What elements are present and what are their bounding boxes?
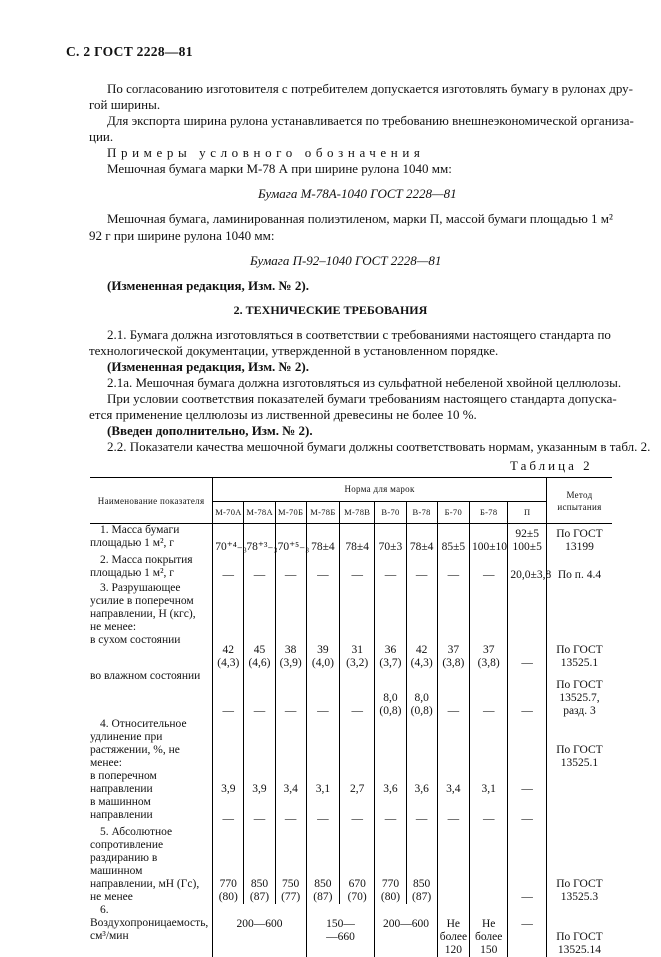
- table-row: [90, 670, 612, 718]
- table-cell: —: [340, 554, 375, 582]
- table-cell: —: [469, 554, 507, 582]
- table-cell: —: [406, 796, 437, 826]
- method-cell: По ГОСТ 13525.1: [546, 718, 612, 770]
- table-cell: —: [244, 670, 275, 718]
- row-label: в машинном направлении: [90, 795, 153, 821]
- header-method: Метод испытания: [546, 478, 612, 524]
- table-cell: —: [306, 670, 339, 718]
- method-cell: По ГОСТ 13525.7, разд. 3: [546, 670, 612, 718]
- table-cell: Не более 120: [437, 904, 469, 957]
- table-row: [90, 634, 612, 670]
- table-row: [90, 904, 612, 957]
- table-cell: —: [306, 796, 339, 826]
- p21a2-line2: ется применение целлюлозы из лиственной древесины не более 10 %.: [89, 407, 477, 422]
- table-cell: —: [406, 554, 437, 582]
- grade-header: Б-70: [437, 502, 469, 524]
- table-cell: [469, 582, 507, 634]
- grade-header: М-78Б: [306, 502, 339, 524]
- table-cell: [469, 826, 507, 904]
- para2-line1: Для экспорта ширина рулона устанавливается по требованию внешнеэкономической организа-: [107, 113, 634, 128]
- table-cell: [340, 582, 375, 634]
- header-name: Наименование показателя: [90, 478, 213, 524]
- grade-header: М-78А: [244, 502, 275, 524]
- grade-header: В-70: [375, 502, 406, 524]
- table-cell: —: [508, 904, 547, 957]
- table-cell: [469, 718, 507, 770]
- table-cell: [437, 718, 469, 770]
- row-label: 5. Абсолютное сопротивление раздиранию в машинном направлении, мН (Гс), не менее: [90, 825, 200, 903]
- grade-header: М-78В: [340, 502, 375, 524]
- table-cell: 200—600: [375, 904, 437, 957]
- table-cell: [375, 582, 406, 634]
- page-header: С. 2 ГОСТ 2228—81: [66, 44, 193, 59]
- grade-header: М-70Б: [275, 502, 306, 524]
- row-label: 4. Относительное удлинение при растяжении, %, не менее:: [90, 717, 187, 769]
- table-cell: 850 (87): [306, 826, 339, 904]
- table-cell: 2,7: [340, 770, 375, 796]
- table-cell: 70⁺⁴₋₃: [213, 524, 244, 554]
- table-cell: 20,0±3,8: [508, 554, 547, 582]
- table-cell: —: [437, 796, 469, 826]
- table-cell: 8,0 (0,8): [375, 670, 406, 718]
- table-row: [90, 718, 612, 770]
- table-cell: —: [213, 670, 244, 718]
- p21a: 2.1а. Мешочная бумага должна изготовляться из сульфатной небеленой хвойной целлюлозы.: [107, 375, 622, 390]
- method-cell: [546, 582, 612, 634]
- header-norm: Норма для марок: [213, 478, 547, 502]
- example2-text-line1: Мешочная бумага, ламинированная полиэтиленом, марки П, массой бумаги площадью 1 м²: [107, 211, 613, 226]
- table-cell: 45 (4,6): [244, 634, 275, 670]
- table-cell: 770 (80): [375, 826, 406, 904]
- table-cell: Не более 150: [469, 904, 507, 957]
- example2-code: Бумага П-92–1040 ГОСТ 2228—81: [250, 253, 442, 268]
- para1-line2: гой ширины.: [89, 97, 161, 112]
- table-cell: —: [213, 554, 244, 582]
- table-cell: —: [340, 670, 375, 718]
- table-cell: 3,4: [275, 770, 306, 796]
- grade-header: Б-78: [469, 502, 507, 524]
- table-cell: [213, 582, 244, 634]
- example1-code: Бумага М-78А-1040 ГОСТ 2228—81: [258, 186, 457, 201]
- table-cell: 38 (3,9): [275, 634, 306, 670]
- method-cell: По ГОСТ 13525.1: [546, 634, 612, 670]
- table-cell: [306, 582, 339, 634]
- table-cell: 78±4: [340, 524, 375, 554]
- table-cell: —: [469, 796, 507, 826]
- table-cell: 150— —660: [306, 904, 375, 957]
- example2-text-line2: 92 г при ширине рулона 1040 мм:: [89, 228, 275, 243]
- table-cell: 200—600: [213, 904, 307, 957]
- table-cell: 3,4: [437, 770, 469, 796]
- table-cell: [437, 826, 469, 904]
- table-cell: 100±10: [469, 524, 507, 554]
- table-cell: 78⁺³₋₃: [244, 524, 275, 554]
- table-cell: —: [275, 554, 306, 582]
- table-cell: 42 (4,3): [406, 634, 437, 670]
- table-cell: 37 (3,8): [469, 634, 507, 670]
- table-cell: 36 (3,7): [375, 634, 406, 670]
- table-cell: [275, 718, 306, 770]
- table-cell: 70⁺⁵₋₃: [275, 524, 306, 554]
- table-cell: [213, 718, 244, 770]
- revision-note-1: (Измененная редакция, Изм. № 2).: [107, 278, 309, 293]
- table-row: [90, 524, 612, 554]
- table-cell: 42 (4,3): [213, 634, 244, 670]
- table-cell: 39 (4,0): [306, 634, 339, 670]
- table-cell: 3,1: [306, 770, 339, 796]
- table-cell: —: [375, 796, 406, 826]
- table-cell: —: [275, 796, 306, 826]
- row-label: 6. Воздухопроницаемость, см³/мин: [90, 903, 209, 942]
- table-row: [90, 826, 612, 904]
- table-row: [90, 554, 612, 582]
- method-cell: [546, 796, 612, 826]
- table-cell: 850 (87): [244, 826, 275, 904]
- table-cell: —: [508, 634, 547, 670]
- table-cell: —: [375, 554, 406, 582]
- table-cell: —: [275, 670, 306, 718]
- table-cell: [244, 582, 275, 634]
- revision-note-2: (Измененная редакция, Изм. № 2).: [107, 359, 309, 374]
- table-cell: [406, 718, 437, 770]
- row-label: 3. Разрушающее усилие в поперечном направлении, Н (кгс), не менее:: [90, 581, 196, 633]
- table-cell: 850 (87): [406, 826, 437, 904]
- table-cell: [340, 718, 375, 770]
- row-label: 1. Масса бумаги площадью 1 м², г: [90, 524, 180, 549]
- row-label: 2. Масса покрытия площадью 1 м², г: [90, 553, 193, 579]
- p21-line2: технологической документации, утвержденной в установленном порядке.: [89, 343, 499, 358]
- p22: 2.2. Показатели качества мешочной бумаги должны соответствовать нормам, указанным в табл. 2.: [107, 439, 651, 454]
- table-cell: —: [244, 554, 275, 582]
- section-title: 2. ТЕХНИЧЕСКИЕ ТРЕБОВАНИЯ: [233, 303, 428, 317]
- table-cell: 750 (77): [275, 826, 306, 904]
- table-cell: —: [508, 796, 547, 826]
- table-cell: —: [508, 770, 547, 796]
- table-cell: 37 (3,8): [437, 634, 469, 670]
- table-row: [90, 582, 612, 634]
- row-label: в поперечном направлении: [90, 769, 157, 795]
- table-row: [90, 796, 612, 826]
- method-cell: По ГОСТ 13525.3: [546, 826, 612, 904]
- table-cell: [244, 718, 275, 770]
- table-cell: 3,9: [213, 770, 244, 796]
- table-cell: 31 (3,2): [340, 634, 375, 670]
- examples-title: Примеры условного обозначения: [107, 145, 425, 160]
- table-cell: [406, 582, 437, 634]
- table-cell: 3,9: [244, 770, 275, 796]
- table-cell: —: [306, 554, 339, 582]
- row-label: во влажном состоянии: [90, 669, 201, 682]
- quality-table: [90, 477, 612, 957]
- para2-line2: ции.: [89, 129, 114, 144]
- table-label: Таблица 2: [510, 458, 593, 473]
- table-cell: [508, 718, 547, 770]
- p21a2-line1: При условии соответствия показателей бумаги требованиям настоящего стандарта допуска-: [107, 391, 617, 406]
- table-cell: —: [340, 796, 375, 826]
- method-cell: По ГОСТ 13525.14: [546, 904, 612, 957]
- row-label: в сухом состоянии: [90, 633, 181, 646]
- table-cell: 3,6: [375, 770, 406, 796]
- table-cell: [437, 582, 469, 634]
- added-note: (Введен дополнительно, Изм. № 2).: [107, 423, 313, 438]
- table-cell: [375, 718, 406, 770]
- method-cell: По ГОСТ 13199: [546, 524, 612, 554]
- table-cell: —: [213, 796, 244, 826]
- example1-text: Мешочная бумага марки М-78 А при ширине рулона 1040 мм:: [107, 161, 452, 176]
- grade-header: П: [508, 502, 547, 524]
- table-cell: —: [508, 670, 547, 718]
- table-cell: —: [437, 670, 469, 718]
- table-cell: 78±4: [306, 524, 339, 554]
- table-cell: —: [244, 796, 275, 826]
- table-cell: 3,6: [406, 770, 437, 796]
- p21-line1: 2.1. Бумага должна изготовляться в соответствии с требованиями настоящего стандарта по: [107, 327, 611, 342]
- table-cell: 85±5: [437, 524, 469, 554]
- grade-header: В-78: [406, 502, 437, 524]
- table-cell: [275, 582, 306, 634]
- table-cell: [508, 582, 547, 634]
- table-cell: 8,0 (0,8): [406, 670, 437, 718]
- table-cell: 92±5 100±5: [508, 524, 547, 554]
- grade-header: М-70А: [213, 502, 244, 524]
- table-cell: —: [469, 670, 507, 718]
- table-cell: 3,1: [469, 770, 507, 796]
- table-cell: 770 (80): [213, 826, 244, 904]
- table-cell: —: [508, 826, 547, 904]
- para1-line1: По согласованию изготовителя с потребителем допускается изготовлять бумагу в рулонах дру-: [107, 81, 633, 96]
- table-row: [90, 770, 612, 796]
- table-cell: 670 (70): [340, 826, 375, 904]
- method-cell: [546, 770, 612, 796]
- method-cell: По п. 4.4: [546, 554, 612, 582]
- table-cell: [306, 718, 339, 770]
- table-cell: —: [437, 554, 469, 582]
- table-cell: 70±3: [375, 524, 406, 554]
- table-cell: 78±4: [406, 524, 437, 554]
